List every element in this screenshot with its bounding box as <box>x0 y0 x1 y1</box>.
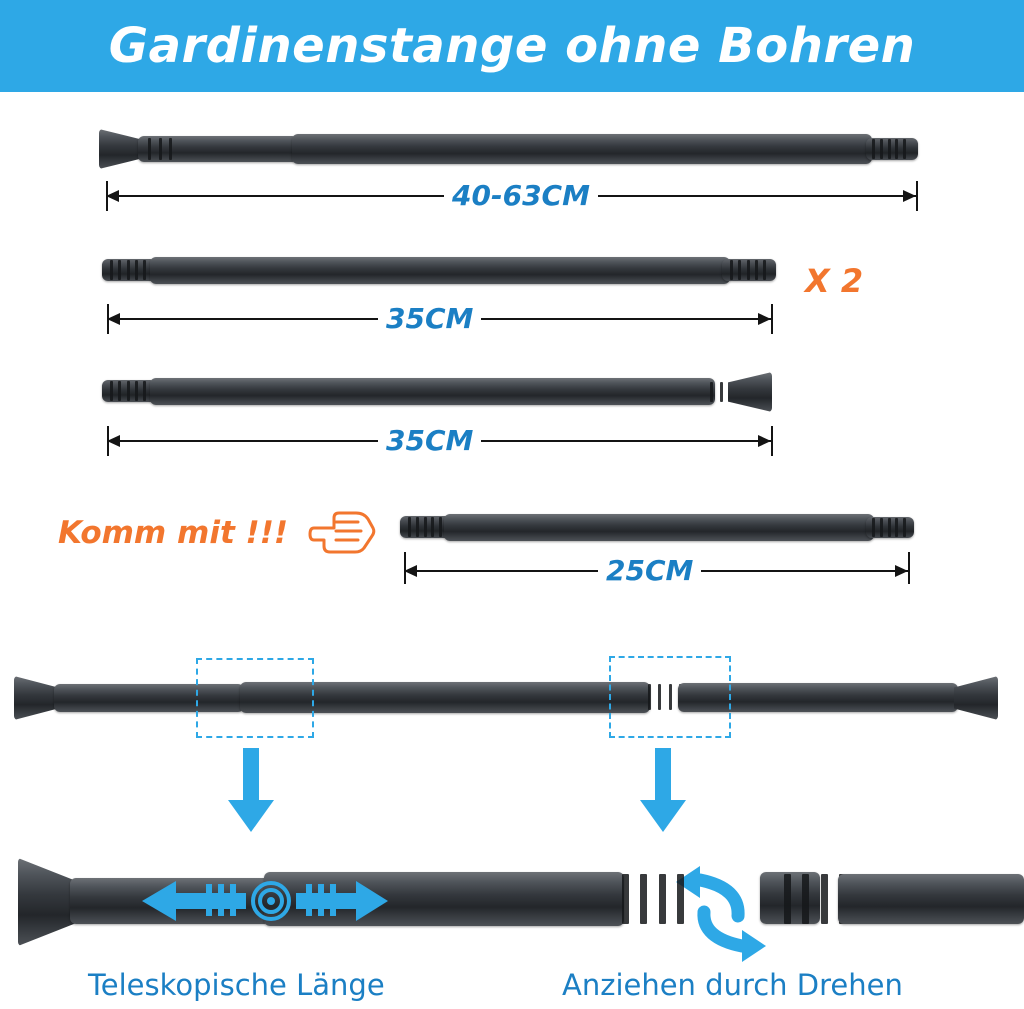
dimension-label: 35CM <box>378 302 481 335</box>
highlight-box-thread <box>609 656 731 738</box>
dimension-arrow-right-icon <box>758 313 771 325</box>
dimension-label: 35CM <box>378 424 481 457</box>
rod-body <box>150 378 715 405</box>
dimension-arrow-left-icon <box>107 435 120 447</box>
rod-threads-icon <box>148 138 172 160</box>
dimension-arrow-left-icon <box>107 313 120 325</box>
rod-threads-icon <box>408 517 442 537</box>
rod-cap-left-icon <box>99 129 141 169</box>
rod-threads-icon <box>110 381 146 401</box>
dimension-arrow-right-icon <box>758 435 771 447</box>
dimension-label: 40-63CM <box>444 179 598 212</box>
page-title: Gardinenstange ohne Bohren <box>108 18 916 74</box>
dimension-arrow-right-icon <box>903 190 916 202</box>
rod-body <box>444 514 874 541</box>
rod-body <box>264 872 624 926</box>
rotate-arrow-icon <box>676 866 766 962</box>
rod-cap-left-icon <box>14 676 58 720</box>
callout-text: Komm mit !!! <box>58 515 288 551</box>
dimension-label: 25CM <box>598 554 701 587</box>
rod-threads-icon <box>784 874 846 924</box>
dimension-arrow-left-icon <box>404 565 417 577</box>
rod-threads-icon <box>110 260 146 280</box>
rod-body <box>150 257 730 284</box>
dimension-arrow-right-icon <box>895 565 908 577</box>
quantity-badge: X 2 <box>805 262 864 300</box>
dimension-tick <box>908 552 910 584</box>
rod-body <box>292 134 872 164</box>
rod-threads-icon <box>622 874 684 924</box>
rod-cap-right-icon <box>954 676 998 720</box>
rod-threads-icon <box>730 260 766 280</box>
highlight-box-telescopic <box>196 658 314 738</box>
rod-threads-icon <box>872 139 906 159</box>
header-banner <box>0 0 1024 92</box>
rod-threads-icon <box>872 518 906 537</box>
pointing-hand-icon <box>306 502 376 562</box>
rod-body <box>838 874 1024 924</box>
caption-twist: Anziehen durch Drehen <box>562 968 903 1002</box>
down-arrow-telescopic-icon <box>228 748 274 832</box>
rod-cap-right-icon <box>728 372 772 412</box>
rod-cap-left-icon <box>18 858 76 946</box>
caption-telescopic: Teleskopische Länge <box>88 968 385 1002</box>
down-arrow-thread-icon <box>640 748 686 832</box>
rod-body <box>70 878 270 924</box>
dimension-arrow-left-icon <box>106 190 119 202</box>
